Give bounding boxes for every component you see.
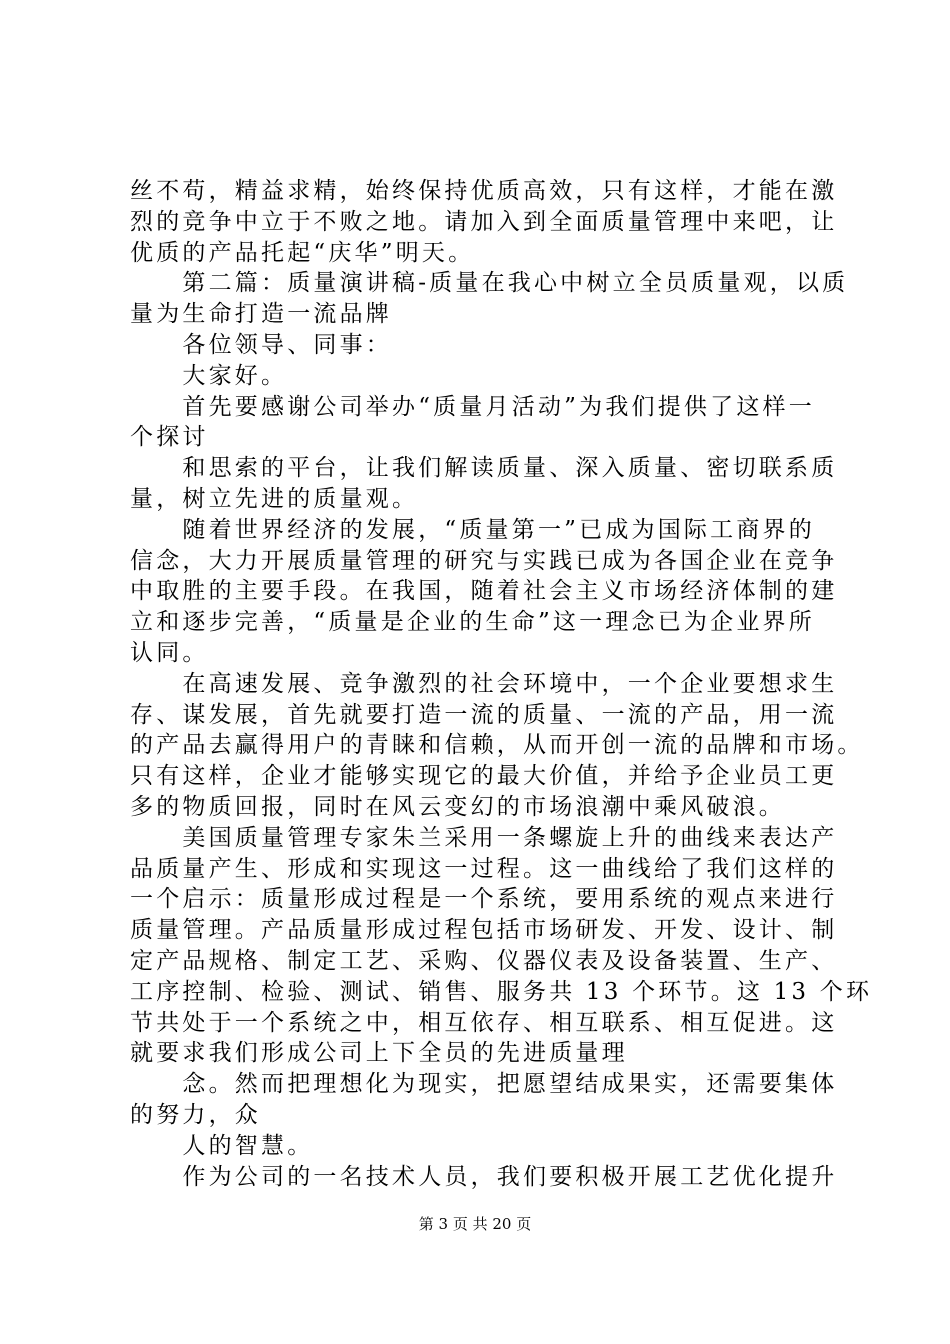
text-line: 随着世界经济的发展，“质量第一”已成为国际工商界的 <box>130 516 815 543</box>
text-line: 定产品规格、制定工艺、采购、仪器仪表及设备装置、生产、 <box>130 947 838 974</box>
text-line: 多的物质回报，同时在风云变幻的市场浪潮中乘风破浪。 <box>130 793 785 820</box>
text-line: 只有这样，企业才能够实现它的最大价值，并给予企业员工更 <box>130 763 838 790</box>
text-line: 优质的产品托起“庆华”明天。 <box>130 239 475 266</box>
text-line: 念。然而把理想化为现实，把愿望结成果实，还需要集体 <box>130 1071 838 1098</box>
text-line: 节共处于一个系统之中，相互依存、相互联系、相互促进。这 <box>130 1009 838 1036</box>
text-line: 工序控制、检验、测试、销售、服务共 13 个环节。这 13 个环 <box>130 978 873 1005</box>
text-line: 信念，大力开展质量管理的研究与实践已成为各国企业在竞争 <box>130 547 838 574</box>
text-line: 各位领导、同事： <box>130 331 392 358</box>
text-line: 中取胜的主要手段。在我国，随着社会主义市场经济体制的建 <box>130 578 838 605</box>
text-line: 在高速发展、竞争激烈的社会环境中，一个企业要想求生 <box>130 670 838 697</box>
text-line: 存、谋发展，首先就要打造一流的质量、一流的产品，用一流 <box>130 701 838 728</box>
text-line: 丝不苟，精益求精，始终保持优质高效，只有这样，才能在激 <box>130 178 838 204</box>
text-line: 就要求我们形成公司上下全员的先进质量理 <box>130 1040 628 1067</box>
text-line: 认同。 <box>130 639 209 666</box>
text-line: 品质量产生、形成和实现这一过程。这一曲线给了我们这样的 <box>130 855 838 882</box>
text-line: 质量管理。产品质量形成过程包括市场研发、开发、设计、制 <box>130 917 838 944</box>
text-line: 人的智慧。 <box>130 1132 314 1159</box>
page-footer: 第 3 页 共 20 页 <box>418 1215 532 1233</box>
text-line: 美国质量管理专家朱兰采用一条螺旋上升的曲线来表达产 <box>130 824 838 851</box>
text-line: 和思索的平台，让我们解读质量、深入质量、密切联系质 <box>130 455 838 482</box>
text-line: 作为公司的一名技术人员，我们要积极开展工艺优化提升 <box>130 1163 838 1190</box>
text-line: 立和逐步完善，“质量是企业的生命”这一理念已为企业界所 <box>130 609 815 636</box>
text-line: 大家好。 <box>130 362 288 389</box>
text-line: 第二篇：质量演讲稿-质量在我心中树立全员质量观，以质 <box>130 270 849 297</box>
text-line: 的努力，众 <box>130 1101 261 1128</box>
text-line: 首先要感谢公司举办“质量月活动”为我们提供了这样一 <box>130 393 815 420</box>
text-line: 一个启示：质量形成过程是一个系统，要用系统的观点来进行 <box>130 886 838 913</box>
text-line: 烈的竞争中立于不败之地。请加入到全面质量管理中来吧，让 <box>130 208 838 235</box>
text-line: 个探讨 <box>130 424 209 451</box>
text-line: 量为生命打造一流品牌 <box>130 301 392 328</box>
text-line: 量，树立先进的质量观。 <box>130 485 419 512</box>
text-line: 的产品去赢得用户的青睐和信赖，从而开创一流的品牌和市场。 <box>130 732 864 759</box>
body-text <box>130 176 873 1192</box>
